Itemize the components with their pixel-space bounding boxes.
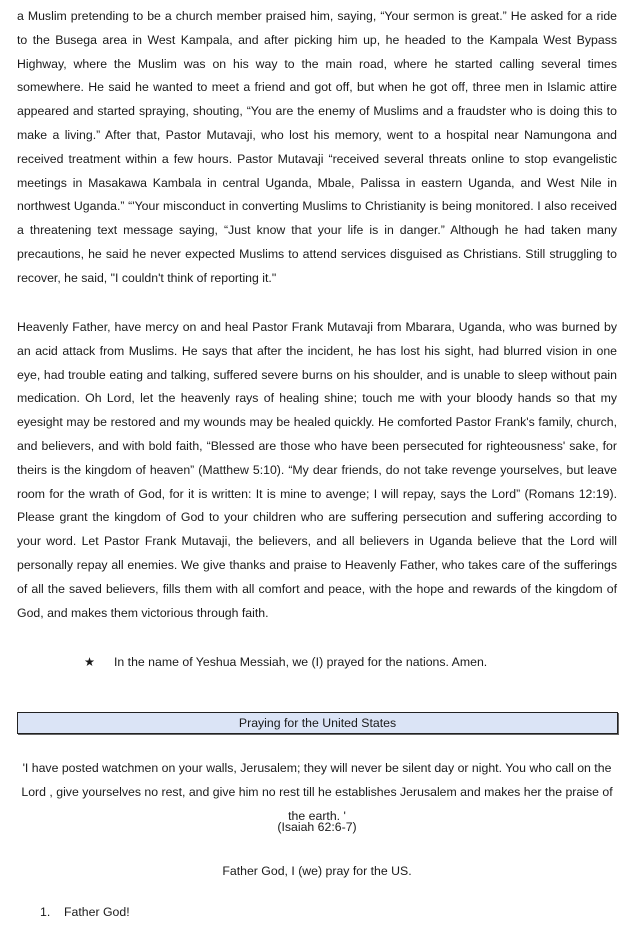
list-item [40,902,130,922]
list-text: Father God! [64,905,130,919]
bullet-item [84,651,604,673]
section-title: Praying for the United States [17,712,618,734]
list-number: 1. [40,905,51,919]
star-icon: ★ [84,655,96,669]
bullet-text: In the name of Yeshua Messiah, we (I) prayed for the nations. Amen. [114,655,488,669]
scripture-reference: (Isaiah 62:6-7) [277,820,357,834]
prayer-intro: Father God, I (we) pray for the US. [222,864,412,878]
scripture-verse: 'I have posted watchmen on your walls, Jerusalem; they will never be silent day or night. You who call on the Lord , give yourselves no rest, and give him no rest till he establishes Jerusalem and makes her the praise of the earth. ' [21,761,613,823]
paragraph-testimony: a Muslim pretending to be a church member praised him, saying, “Your sermon is great.” He asked for a ride to the Busega area in West Kampala, and after picking him up, he headed to the Kampala West Bypass Highway, where the Muslim was on his way to the main road, where he started calling several times somewhere. He said he wanted to meet a friend and got off, but when he got off, three men in Islamic attire appeared and started spraying, shouting, “You are the enemy of Muslims and a fraudster who is doing this to make a living.” After that, Pastor Mutavaji, who lost his memory, went to a hospital near Namungona and received treatment within a few hours. Pastor Mutavaji “received several threats online to stop evangelistic meetings in Masakawa Kambala in central Uganda, Mbale, Palissa in eastern Uganda, and West Nile in northwest Uganda.” “'Your misconduct in converting Muslims to Christianity is being monitored. I also received a threatening text message saying, “Just know that your life is in danger.” Although he had taken many precautions, he said he never expected Muslims to attend services disguised as Christians. Still struggling to recover, he said, "I couldn't think of reporting it." [17,9,617,285]
paragraph-prayer: Heavenly Father, have mercy on and heal Pastor Frank Mutavaji from Mbarara, Uganda, who was burned by an acid attack from Muslims. He says that after the incident, he has lost his sight, had blurred vision in one eye, had trouble eating and talking, suffered severe burns on his shoulder, and is unable to sleep without pain medication. Oh Lord, let the heavenly rays of healing shine; touch me with your bloody hands so that my eyesight may be restored and my wounds may be healed quickly. He comforted Pastor Frank's family, church, and believers, and with bold faith, “Blessed are those who have been persecuted for righteousness' sake, for theirs is the kingdom of heaven” (Matthew 5:10). “My dear friends, do not take revenge yourselves, but leave room for the wrath of God, for it is written: It is mine to avenge; I will repay, says the Lord” (Romans 12:19). Please grant the kingdom of God to your children who are suffering persecution and suffering according to your word. Let Pastor Frank Mutavaji, the believers, and all believers in Uganda believe that the Lord will personally repay all enemies. We give thanks and praise to Heavenly Father, who takes care of the sufferings of all the saved believers, fills them with all comfort and peace, with the hope and rewards of the kingdom of God, and makes them victorious through faith. [17,320,617,620]
